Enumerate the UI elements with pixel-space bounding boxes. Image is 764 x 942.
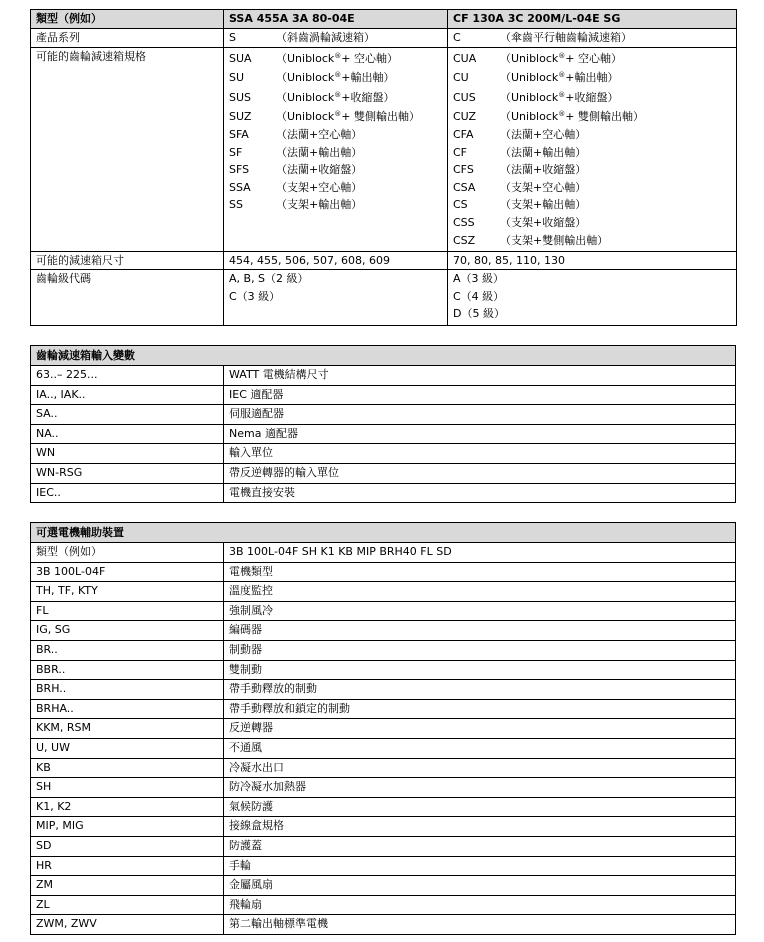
spec-desc: （Uniblock	[500, 110, 559, 124]
spec-desc: （Uniblock	[500, 51, 559, 65]
table-row	[31, 660, 736, 680]
row-description: 飛輪扇	[224, 895, 736, 915]
gearbox-input-variables-table	[30, 345, 736, 503]
table-row	[31, 797, 736, 817]
row-description: 冷凝水出口	[224, 758, 736, 778]
row-description: 伺服適配器	[224, 405, 736, 425]
table-row	[31, 778, 736, 798]
spec-desc-suffix: +收縮盤）	[565, 90, 619, 104]
row-code: TH, TF, KTY	[31, 582, 224, 602]
spec-desc-suffix: + 雙側輸出軸）	[565, 110, 644, 124]
row-code: KB	[31, 758, 224, 778]
spec-desc: （支架+輸出軸）	[276, 198, 363, 212]
row-description: 輸入單位	[224, 444, 736, 464]
gear-stage-code-left	[224, 270, 448, 326]
spec-code: SUS	[229, 90, 252, 104]
spec-line	[229, 144, 447, 162]
stage-line: D（5 級）	[453, 307, 505, 321]
spec-line	[453, 161, 736, 179]
type-example-table	[30, 9, 737, 326]
header-type-example: 類型（例如）	[31, 10, 224, 29]
row-code: NA..	[31, 424, 224, 444]
table-row	[31, 562, 736, 582]
registered-mark: ®	[334, 51, 342, 60]
gearbox-sizes-label: 可能的減速箱尺寸	[31, 251, 224, 270]
table-row	[31, 424, 736, 444]
input-variables-header-row	[31, 346, 736, 366]
row-code: WN-RSG	[31, 463, 224, 483]
spec-code: CS	[453, 198, 468, 212]
spec-code: CFS	[453, 163, 474, 177]
table-row	[31, 640, 736, 660]
spec-desc: （Uniblock	[276, 90, 335, 104]
spec-line	[229, 48, 447, 68]
row-code: MIP, MIG	[31, 817, 224, 837]
table-row	[31, 699, 736, 719]
stage-line: C（3 級）	[229, 289, 281, 303]
series-code: S	[229, 31, 236, 44]
spec-desc: （法蘭+輸出軸）	[500, 145, 587, 159]
table-row	[31, 856, 736, 876]
spec-line	[453, 144, 736, 162]
table-row	[31, 405, 736, 425]
table-row	[31, 463, 736, 483]
spec-desc: （支架+雙側輸出軸）	[500, 233, 609, 247]
table-row	[31, 895, 736, 915]
row-description: 手輪	[224, 856, 736, 876]
row-code: 類型（例如）	[31, 543, 224, 563]
gear-stage-code-label: 齒輪級代碼	[31, 270, 224, 326]
spec-desc: （支架+空心軸）	[500, 180, 587, 194]
type-example-header-row	[31, 10, 737, 29]
spec-code: SU	[229, 71, 245, 85]
spec-line	[229, 67, 447, 87]
row-code: SD	[31, 836, 224, 856]
table-row	[31, 836, 736, 856]
table-row	[31, 582, 736, 602]
spec-code: SF	[229, 145, 243, 159]
gearbox-sizes-row	[31, 251, 737, 270]
row-description: 雙制動	[224, 660, 736, 680]
row-description: 編碼器	[224, 621, 736, 641]
spec-line	[453, 126, 736, 144]
gear-stage-code-right	[448, 270, 737, 326]
spec-code: SFS	[229, 163, 250, 177]
product-series-right	[448, 29, 737, 48]
registered-mark: ®	[558, 110, 566, 119]
registered-mark: ®	[558, 90, 566, 99]
gearbox-sizes-right: 70, 80, 85, 110, 130	[448, 251, 737, 270]
registered-mark: ®	[558, 51, 566, 60]
spec-desc-suffix: + 空心軸）	[565, 51, 622, 65]
spec-desc-suffix: +輸出軸）	[565, 71, 619, 85]
row-code: BRH..	[31, 680, 224, 700]
row-description: 電機類型	[224, 562, 736, 582]
spec-code: CUS	[453, 90, 476, 104]
spec-line	[229, 179, 447, 197]
spec-desc-suffix: +輸出軸）	[341, 71, 395, 85]
row-description: 接線盒規格	[224, 817, 736, 837]
spec-desc: （Uniblock	[276, 71, 335, 85]
spec-desc: （法蘭+空心軸）	[276, 127, 363, 141]
spec-line	[229, 196, 447, 214]
spec-code: SSA	[229, 180, 251, 194]
spec-line	[453, 48, 736, 68]
table-row	[31, 915, 736, 935]
row-description: 金屬風扇	[224, 876, 736, 896]
series-code: C	[453, 31, 461, 44]
spec-line	[453, 196, 736, 214]
row-code: KKM, RSM	[31, 719, 224, 739]
stage-line: A, B, S（2 級）	[229, 272, 309, 286]
header-example-s: SSA 455A 3A 80-04E	[224, 10, 448, 29]
row-code: IEC..	[31, 483, 224, 503]
row-code: ZWM, ZWV	[31, 915, 224, 935]
spec-code: SUA	[229, 51, 252, 65]
row-description: 3B 100L-04F SH K1 KB MIP BRH40 FL SD	[224, 543, 736, 563]
spec-code: CFA	[453, 127, 474, 141]
row-code: BRHA..	[31, 699, 224, 719]
row-code: 63..– 225...	[31, 366, 224, 386]
product-series-label: 產品系列	[31, 29, 224, 48]
spec-desc-suffix: + 雙側輸出軸）	[341, 110, 420, 124]
row-description: 反逆轉器	[224, 719, 736, 739]
row-description: 制動器	[224, 640, 736, 660]
row-description: 防護蓋	[224, 836, 736, 856]
row-code: SH	[31, 778, 224, 798]
motor-accessories-title: 可選電機輔助裝置	[31, 523, 736, 543]
spec-line	[453, 87, 736, 107]
table-row	[31, 719, 736, 739]
row-code: K1, K2	[31, 797, 224, 817]
spec-code: SUZ	[229, 110, 252, 124]
row-code: WN	[31, 444, 224, 464]
product-series-left	[224, 29, 448, 48]
gear-stage-code-row	[31, 270, 737, 326]
table-row	[31, 680, 736, 700]
row-code: BR..	[31, 640, 224, 660]
spec-desc: （法蘭+空心軸）	[500, 127, 587, 141]
row-description: 帶手動釋放和鎖定的制動	[224, 699, 736, 719]
series-desc: （斜齒渦輪減速箱）	[276, 31, 375, 44]
series-desc: （傘齒平行軸齒輪減速箱）	[500, 31, 632, 44]
spec-desc: （支架+輸出軸）	[500, 198, 587, 212]
row-code: IG, SG	[31, 621, 224, 641]
spec-line	[453, 67, 736, 87]
table-row	[31, 876, 736, 896]
registered-mark: ®	[334, 71, 342, 80]
motor-accessories-header-row	[31, 523, 736, 543]
spec-desc-suffix: + 空心軸）	[341, 51, 398, 65]
table-row	[31, 758, 736, 778]
row-code: U, UW	[31, 738, 224, 758]
spec-desc: （支架+收縮盤）	[500, 215, 587, 229]
row-description: 不通風	[224, 738, 736, 758]
spec-code: CU	[453, 71, 469, 85]
spec-code: SS	[229, 198, 243, 212]
spec-line	[453, 232, 736, 250]
row-description: WATT 電機結構尺寸	[224, 366, 736, 386]
table-row	[31, 621, 736, 641]
table-row	[31, 543, 736, 563]
table-row	[31, 444, 736, 464]
spec-line	[453, 214, 736, 232]
row-description: 帶反逆轉器的輸入單位	[224, 463, 736, 483]
registered-mark: ®	[558, 71, 566, 80]
row-code: SA..	[31, 405, 224, 425]
spec-line	[453, 106, 736, 126]
spec-code: CSS	[453, 215, 475, 229]
registered-mark: ®	[334, 110, 342, 119]
spec-code: SFA	[229, 127, 249, 141]
row-description: 第二輸出軸標準電機	[224, 915, 736, 935]
product-series-row	[31, 29, 737, 48]
gearbox-specs-right	[448, 47, 737, 251]
spec-desc: （法蘭+收縮盤）	[500, 163, 587, 177]
input-variables-title: 齒輪減速箱輸入變數	[31, 346, 736, 366]
row-description: 帶手動釋放的制動	[224, 680, 736, 700]
spec-line	[229, 126, 447, 144]
spec-line	[453, 179, 736, 197]
spec-desc: （支架+空心軸）	[276, 180, 363, 194]
spec-code: CUZ	[453, 110, 477, 124]
spec-desc: （Uniblock	[276, 110, 335, 124]
spec-code: CSA	[453, 180, 476, 194]
row-description: 溫度監控	[224, 582, 736, 602]
table-row	[31, 601, 736, 621]
registered-mark: ®	[334, 90, 342, 99]
header-example-c: CF 130A 3C 200M/L-04E SG	[448, 10, 737, 29]
spec-line	[229, 161, 447, 179]
gearbox-specs-row	[31, 47, 737, 251]
stage-line: C（4 級）	[453, 289, 505, 303]
gearbox-specs-label: 可能的齒輪減速箱規格	[31, 47, 224, 251]
row-code: FL	[31, 601, 224, 621]
gearbox-sizes-left: 454, 455, 506, 507, 608, 609	[224, 251, 448, 270]
row-description: 強制風冷	[224, 601, 736, 621]
row-description: 防冷凝水加熱器	[224, 778, 736, 798]
spec-desc: （Uniblock	[276, 51, 335, 65]
spec-desc: （法蘭+收縮盤）	[276, 163, 363, 177]
table-row	[31, 817, 736, 837]
spec-desc-suffix: +收縮盤）	[341, 90, 395, 104]
row-code: 3B 100L-04F	[31, 562, 224, 582]
spec-desc: （法蘭+輸出軸）	[276, 145, 363, 159]
spec-code: CF	[453, 145, 468, 159]
spec-code: CSZ	[453, 233, 476, 247]
table-row	[31, 483, 736, 503]
row-description: 電機直接安裝	[224, 483, 736, 503]
spec-desc: （Uniblock	[500, 71, 559, 85]
table-row	[31, 366, 736, 386]
table-row	[31, 385, 736, 405]
row-code: HR	[31, 856, 224, 876]
row-code: BBR..	[31, 660, 224, 680]
row-description: Nema 適配器	[224, 424, 736, 444]
row-description: IEC 適配器	[224, 385, 736, 405]
optional-motor-accessories-table	[30, 522, 736, 935]
spec-code: CUA	[453, 51, 477, 65]
table-row	[31, 738, 736, 758]
row-code: IA.., IAK..	[31, 385, 224, 405]
stage-line: A（3 級）	[453, 272, 505, 286]
row-description: 氣候防護	[224, 797, 736, 817]
spec-desc: （Uniblock	[500, 90, 559, 104]
spec-line	[229, 87, 447, 107]
row-code: ZL	[31, 895, 224, 915]
row-code: ZM	[31, 876, 224, 896]
spec-line	[229, 106, 447, 126]
gearbox-specs-left	[224, 47, 448, 251]
